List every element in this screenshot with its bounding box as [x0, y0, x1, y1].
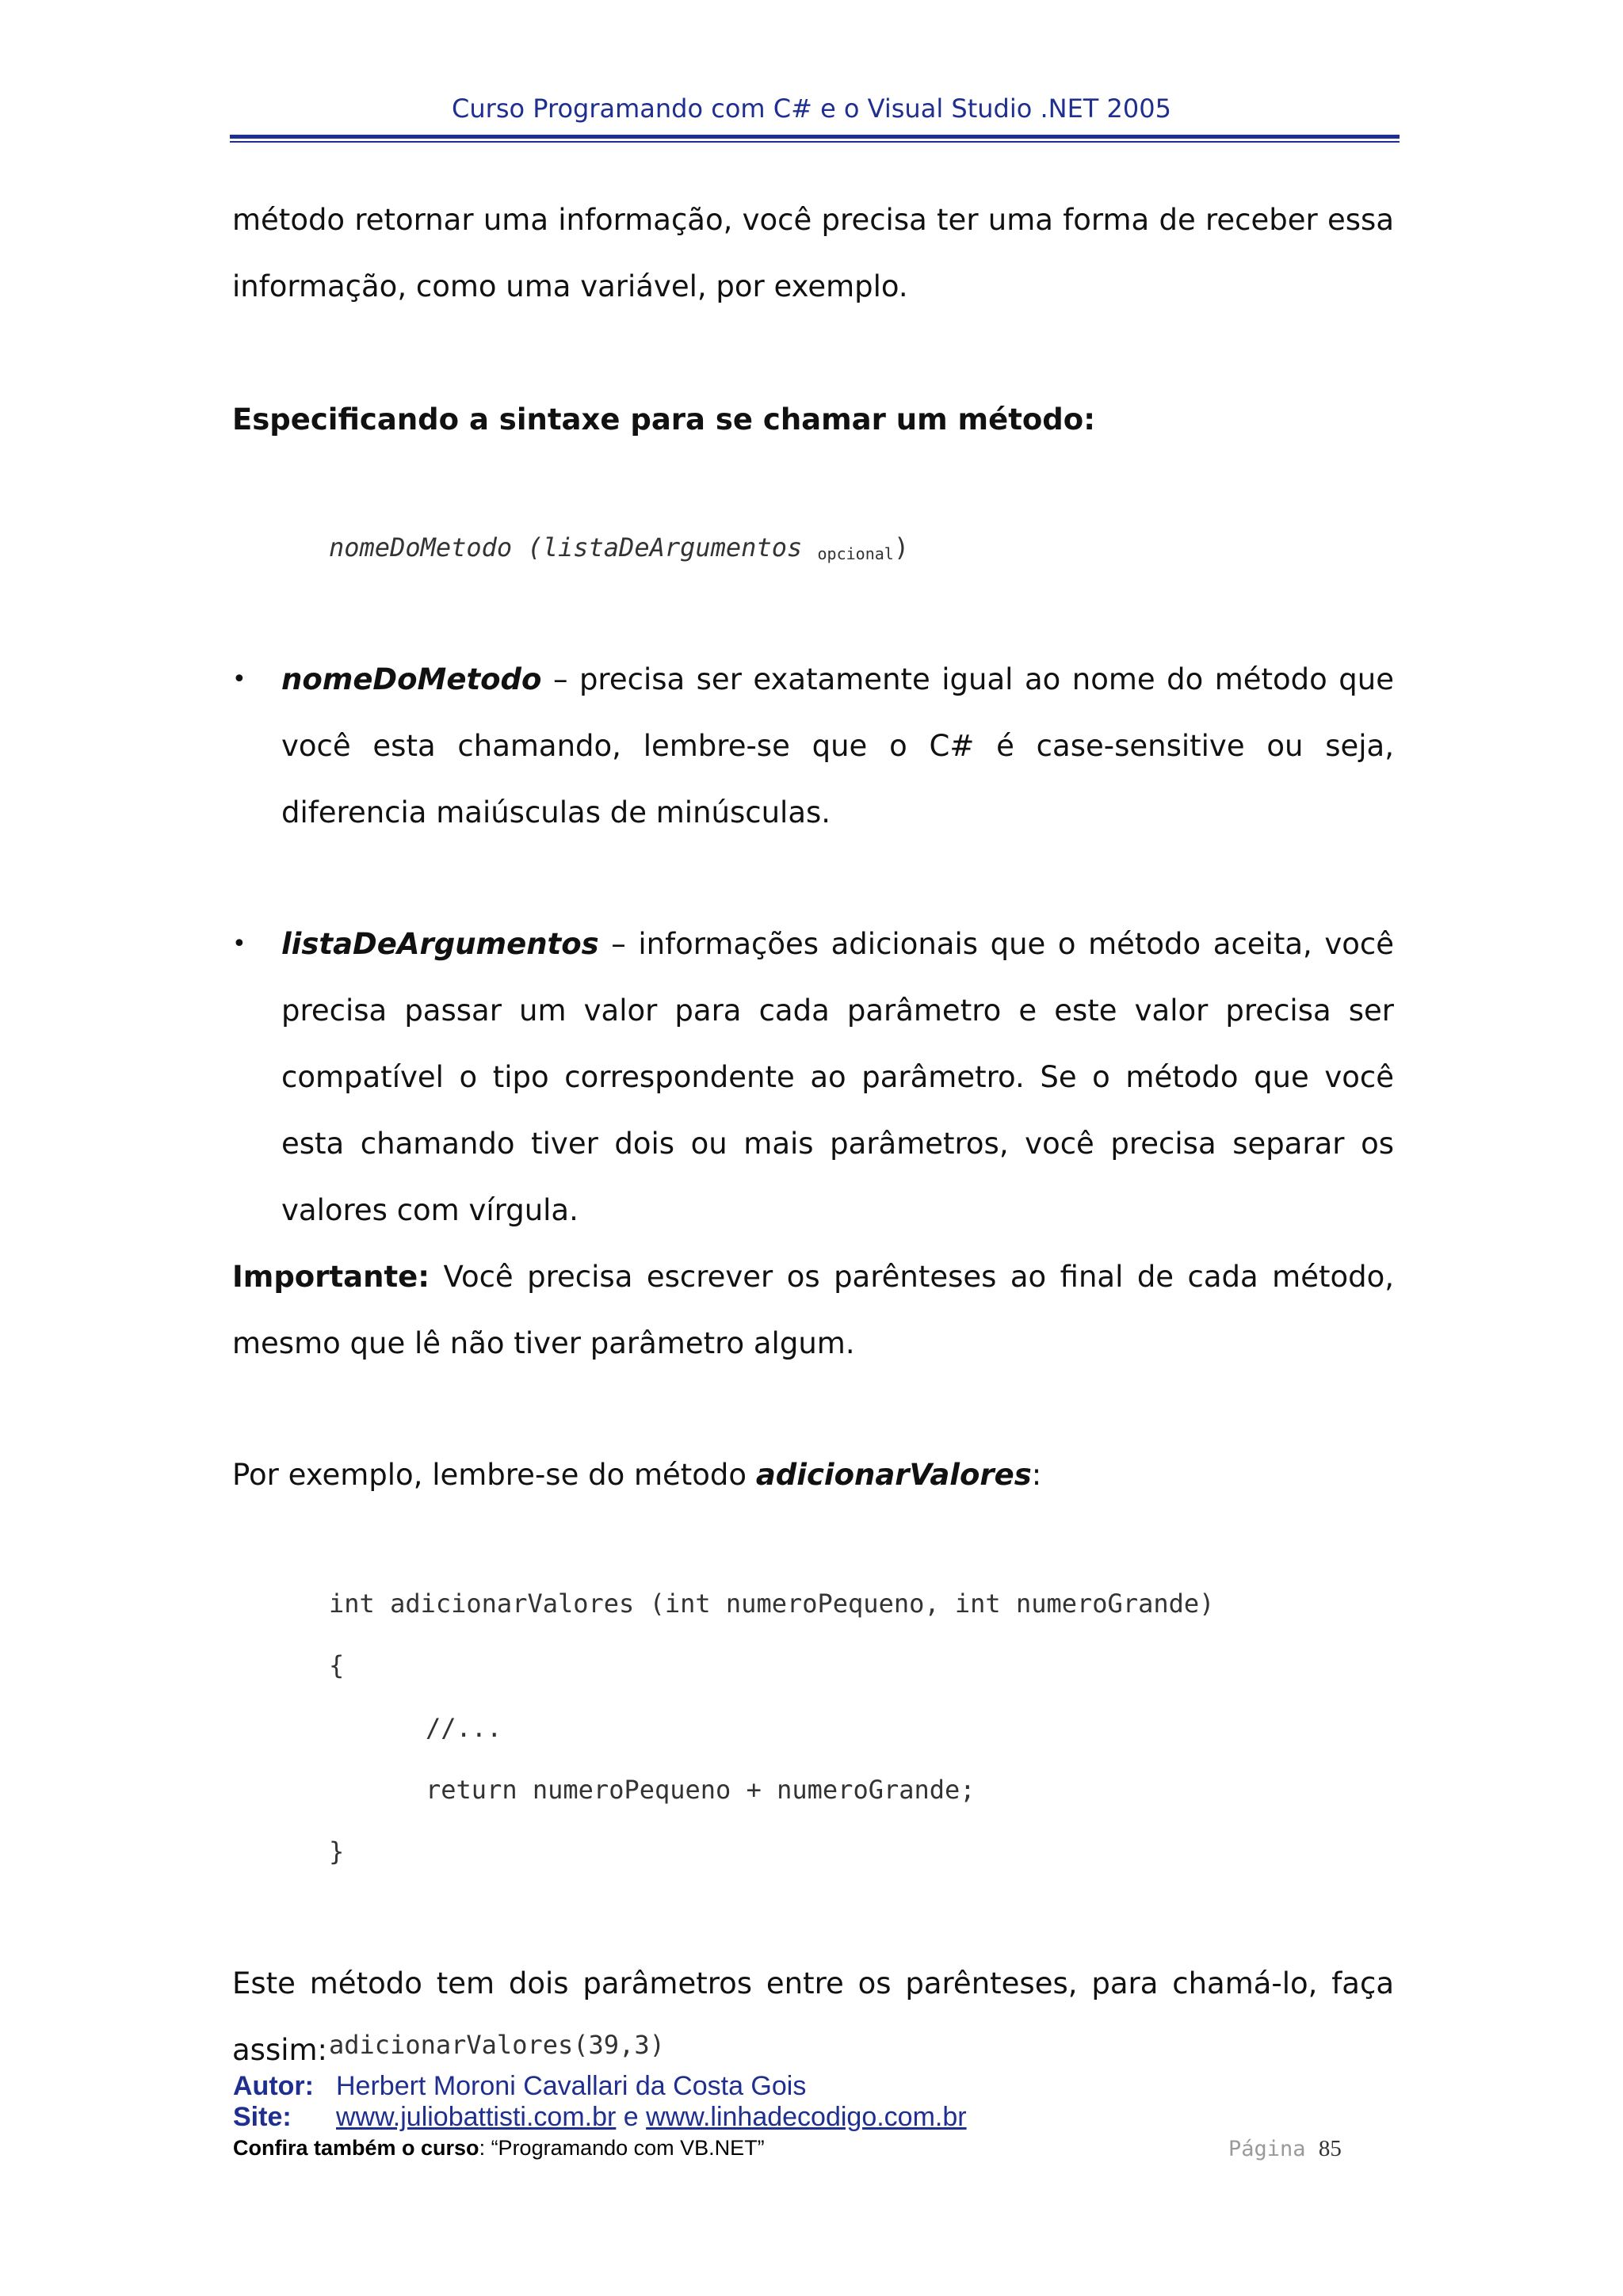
- bullet-term-1: nomeDoMetodo: [281, 662, 542, 696]
- important-note: [232, 1244, 1394, 1377]
- footer-link-juliobattisti[interactable]: www.juliobattisti.com.br: [336, 2102, 617, 2132]
- header-title: Curso Programando com C# e o Visual Studio .NET 2005: [452, 93, 1171, 124]
- footer-author-label: Autor:: [233, 2071, 314, 2101]
- example-intro: [232, 1442, 1394, 1508]
- code-line-close-brace: }: [329, 1836, 345, 1867]
- footer-author: [233, 2071, 806, 2102]
- bullet-marker-2: •: [232, 930, 246, 958]
- bullet-item-2: [281, 911, 1394, 1244]
- code-line-open-brace: {: [329, 1650, 345, 1680]
- syntax-open-paren: (: [512, 532, 543, 563]
- footer-page-number: 85: [1318, 2136, 1342, 2161]
- bullet-marker-1: •: [232, 666, 246, 693]
- code-line-signature: int adicionarValores (int numeroPequeno, int numeroGrande): [329, 1589, 1215, 1619]
- bullet-text-2: – informações adicionais que o método aceita, você precisa passar um valor para cada parâmetro e este valor precisa ser compatível o tipo correspondente ao parâmetro. Se o método que você esta chamando tiver dois ou mais parâmetros, você precisa separar os valores com vírgula.: [281, 927, 1394, 1227]
- syntax-args: listaDeArgumentos: [542, 532, 803, 563]
- footer-site: [233, 2102, 967, 2133]
- footer-author-name: Herbert Moroni Cavallari da Costa Gois: [336, 2071, 807, 2101]
- bullet-item-1: [281, 646, 1394, 846]
- bullet-term-2: listaDeArgumentos: [281, 927, 599, 961]
- footer-course-label: Confira também o curso: [233, 2136, 479, 2160]
- call-code: adicionarValores(39,3): [329, 2030, 665, 2060]
- footer-course-text: : “Programando com VB.NET”: [479, 2136, 765, 2160]
- section-heading: Especificando a sintaxe para se chamar um método:: [232, 402, 1096, 437]
- call-intro: Este método tem dois parâmetros entre os parênteses, para chamá-lo, faça assim:: [232, 1966, 1394, 2067]
- footer-site-separator: e: [616, 2102, 647, 2132]
- header-rule-thin: [230, 141, 1400, 143]
- footer-course: [233, 2136, 765, 2161]
- syntax-method-name: nomeDoMetodo: [329, 532, 513, 563]
- code-line-return: return numeroPequeno + numeroGrande;: [426, 1775, 976, 1805]
- syntax-close-paren: ): [893, 532, 910, 563]
- example-method-name: adicionarValores: [755, 1458, 1032, 1492]
- example-suffix: :: [1031, 1458, 1042, 1492]
- important-label: Importante:: [232, 1260, 430, 1294]
- footer-page-label: Página: [1228, 2137, 1306, 2161]
- code-line-comment: //...: [426, 1713, 502, 1743]
- footer-site-label: Site:: [233, 2102, 292, 2132]
- bullet-text-1: – precisa ser exatamente igual ao nome do método que você esta chamando, lembre-se que o C# é case-sensitive ou seja, diferencia maiúsculas de minúsculas.: [281, 662, 1394, 830]
- example-prefix: Por exemplo, lembre-se do método: [232, 1458, 756, 1492]
- important-text: Você precisa escrever os parênteses ao final de cada método, mesmo que lê não tiver parâmetro algum.: [232, 1260, 1394, 1360]
- footer-link-linhadecodigo[interactable]: www.linhadecodigo.com.br: [646, 2102, 967, 2132]
- intro-line-2: informação, como uma variável, por exemplo.: [232, 269, 908, 303]
- footer-page: [1228, 2136, 1342, 2162]
- syntax-optional: opcional: [817, 544, 894, 563]
- intro-line-1: método retornar uma informação, você precisa ter uma forma de receber essa: [232, 203, 1394, 237]
- header-rule-thick: [230, 135, 1400, 139]
- syntax-line: [329, 532, 909, 563]
